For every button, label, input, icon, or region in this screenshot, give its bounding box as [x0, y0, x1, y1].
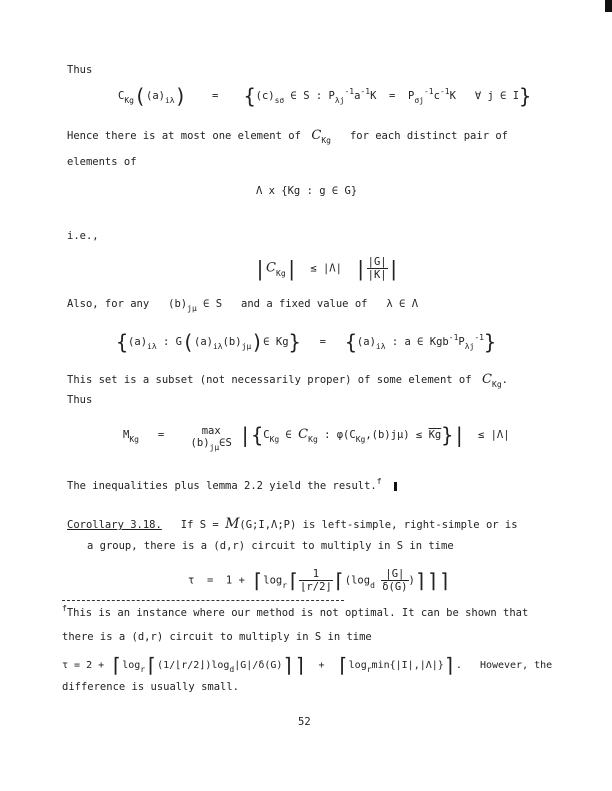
equation-tau: $\tau = 1 + ⌈\log_r⌈$ $\frac{1}{⌊r/2⌋}$ $⌈(\log_d$ $\frac{|G|}{\delta(G)}$ )⌉⌉⌉: [188, 568, 451, 593]
footnote-however: However, the: [479, 660, 553, 671]
equation-bound: $|C_{Kg}| \le |\Lambda|$ | $\frac{|G|}{|K|}$ |: [254, 256, 400, 281]
equation-1: $C_{Kg}((a)_{i\lambda})$ = {$(c)_{s\sigma}$ ∈ S : $P_{\lambda j}^{-1}a^{-1}K = P_{\sigma j}^{-1}c^{-1}K$ ∀ j ∈ I}: [118, 84, 532, 108]
and-fixed-text: and a fixed value of: [241, 298, 368, 310]
page-corner-mark: [605, 0, 612, 12]
for-each-text: for each distinct pair of: [349, 130, 508, 142]
ie-text: i.e.,: [67, 230, 99, 242]
footnote-equation: $\tau = 2 + ⌈\log_r⌈(1/⌊r/2⌋)\log_d|G|/\delta(G)⌉⌉$ + $⌈\log_r\min\{|I|,|\Lambda|\}⌉$. However, the: [62, 653, 553, 677]
thus-label-1: Thus: [67, 64, 93, 76]
footnote-rule: [62, 600, 344, 601]
equation-lambda-set: Λ x {Kg : g ∈ G}: [256, 185, 358, 197]
hence-line: Hence there is at most one element of $C_{Kg}$ for each distinct pair of: [67, 128, 508, 145]
equation-set: {$(a)_{i\lambda}$ : $G((a)_{i\lambda}(b)_{j\mu})\in$ $Kg\} = \{(a)_{i\lambda}$ : a ∈ $Kgb^{-1}P_{\lambda j}^{-1}$}: [116, 330, 497, 354]
footnote-text-1: This is an instance where our method is not optimal. It can be shown that: [66, 607, 529, 619]
inequalities-text: The inequalities plus lemma 2.2 yield the result.: [67, 480, 377, 492]
footnote-line-1: $^f$This is an instance where our method is not optimal. It can be shown that: [62, 604, 529, 619]
inequalities-line: The inequalities plus lemma 2.2 yield the result.$^f$: [67, 480, 397, 492]
also-line: Also, for any $(b)_{j\mu}$ ∈ S and a fixed value of λ ∈ Λ: [67, 298, 419, 313]
corollary-text-1: If S =: [180, 519, 226, 531]
equation-max: $M_{Kg}$ = max $(b)_{j\mu}\in S$ $|\{C_{Kg}$ ∈ $C_{Kg}$ : $\varphi(C_{Kg},(b)j\mu) \le \overline{Kg}\}| \le |\Lambda|$: [123, 423, 510, 452]
this-set-text: This set is a subset (not necessarily proper) of some element of: [67, 374, 472, 386]
corollary-line-2: a group, there is a (d,r) circuit to multiply in S in time: [87, 540, 454, 552]
page-number: 52: [298, 716, 311, 728]
footnote-line-4: difference is usually small.: [62, 681, 240, 693]
corollary-line: Corollary 3.18. If S = M(G;I,Λ;P) is left-simple, right-simple or is: [67, 516, 518, 532]
elements-of-text: elements of: [67, 156, 137, 168]
thus-label-2: Thus: [67, 394, 93, 406]
corollary-text-2: (G;I,Λ;P) is left-simple, right-simple or is: [239, 519, 518, 531]
also-text: Also, for any: [67, 298, 150, 310]
hence-text: Hence there is at most one element of: [67, 130, 301, 142]
footnote-line-2: there is a (d,r) circuit to multiply in S in time: [62, 631, 372, 643]
corollary-label: Corollary 3.18.: [67, 519, 162, 531]
this-set-line: This set is a subset (not necessarily proper) of some element of $C_{Kg}$.: [67, 372, 508, 389]
qed-mark: [394, 482, 397, 491]
